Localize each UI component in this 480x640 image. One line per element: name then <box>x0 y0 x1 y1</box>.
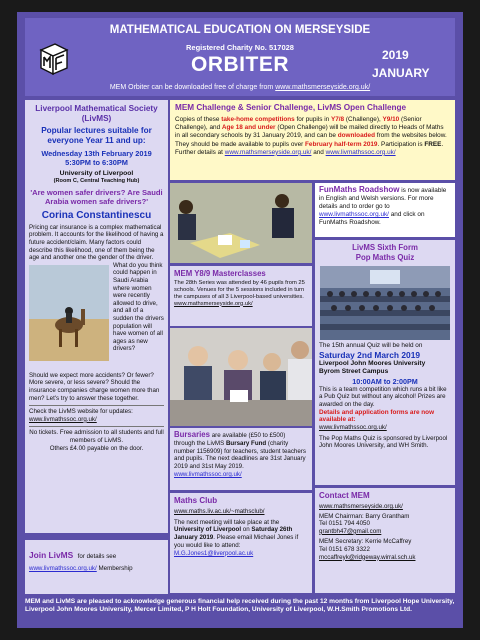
challenge-link-mem[interactable]: www.mathsmerseyside.org.uk/ <box>224 148 312 156</box>
mathsclub-link[interactable]: www.maths.liv.ac.uk/~mathsclub/ <box>174 508 265 515</box>
tickets-text: No tickets. Free admission to all students and full members of LivMS. <box>29 429 164 444</box>
mathsclub-heading: Maths Club <box>174 496 218 505</box>
check-text: Check the LivMS website for updates: <box>29 408 133 416</box>
contact-heading: Contact MEM <box>319 491 370 500</box>
funmaths-link[interactable]: www.livmathssoc.org.uk/ <box>319 211 389 218</box>
funmaths-tail: and click on FunMaths Roadshow. <box>319 211 425 226</box>
quiz-intro: The 15th annual Quiz will be held on <box>319 342 423 350</box>
challenge-panel <box>170 100 455 180</box>
contact-panel <box>315 488 455 593</box>
masterclass-photo-icon <box>170 328 312 426</box>
mathsclub-text: on <box>242 526 250 534</box>
abstract-part-2: What do you think could happen in Saudi Arabia where women were recently allowed to drive, and all of a sudden the drivers population will have women of all ages as new drivers? <box>113 261 164 353</box>
mathsclub-email[interactable]: M.G.Jones1@liverpool.ac.uk <box>174 549 254 557</box>
challenge-text: from the websites below. They should be made available to pupils over <box>175 132 447 148</box>
challenge-heading: MEM Challenge & Senior Challenge, LivMS Open Challenge <box>175 103 407 112</box>
speaker-name: Corina Constantinescu <box>41 209 152 221</box>
challenge-text: Copies of these <box>175 116 220 123</box>
abstract-part-3: Should we expect more accidents? Or fewer? More severe, or less severe? Should the insurance companies charge women more than men? Let's try to answer these together. <box>29 371 160 402</box>
check-link[interactable]: www.livmathssoc.org.uk/ <box>29 415 97 423</box>
join-heading: Join LivMS <box>29 550 74 560</box>
bursaries-text: are available (£50 to £500) through the LivMS <box>174 432 286 447</box>
issue-month: JANUARY <box>372 66 430 80</box>
join-link[interactable]: www.livmathssoc.org.uk/ <box>29 565 97 572</box>
mathsclub-text: . Please email Michael Jones if you would like to attend: <box>174 534 299 549</box>
funmaths-text: is now available in English and Welsh versions. For more details and to order go to <box>319 187 447 210</box>
orbiter-title: ORBITER <box>191 53 289 76</box>
lecture-date: Wednesday 13th February 2019 <box>41 149 152 158</box>
camel-photo <box>29 265 109 361</box>
challenge-link-livms[interactable]: www.livmathssoc.org.uk/ <box>325 148 396 156</box>
divider <box>29 405 164 406</box>
secretary-email[interactable]: mccaffreyk@ridgeway.wirral.sch.uk <box>319 553 416 561</box>
charity-number: Registered Charity No. 517028 <box>186 43 294 52</box>
challenge-text: Further details at <box>175 148 223 156</box>
lecture-panel <box>25 100 168 533</box>
challenge-highlight: take-home competitions <box>221 116 295 123</box>
chairman: MEM Chairman: Barry Grantham <box>319 512 410 520</box>
challenge-highlight: downloaded <box>337 132 375 140</box>
door-price: Others £4.00 payable on the door. <box>49 444 144 452</box>
secretary-tel: Tel 0151 678 3322 <box>319 545 370 553</box>
challenge-highlight: February half-term 2019 <box>305 140 378 148</box>
quiz-photo <box>320 266 450 340</box>
join-panel <box>25 540 168 594</box>
mathsclub-text: The next meeting will take place at the <box>174 518 280 526</box>
chairman-email[interactable]: grantbh47@gmail.com <box>319 527 382 535</box>
masterclass-photo <box>170 328 312 426</box>
secretary: MEM Secretary: Kerrie McCaffrey <box>319 538 412 546</box>
challenge-text: for pupils in <box>296 116 330 123</box>
quiz-date: Saturday 2nd March 2019 <box>319 349 421 360</box>
funmaths-heading: FunMaths Roadshow <box>319 185 400 194</box>
talk-title: 'Are women safer drivers? Are Saudi Arabia women safe drivers?' <box>30 188 163 207</box>
issue-year: 2019 <box>382 48 409 62</box>
bursaries-text: (charity number 1156909) for teachers, student teachers and pupils. The next deadlines are 31st January 2019 and 31st May 2019. <box>174 439 306 471</box>
join-membership: Membership <box>98 565 133 572</box>
quiz-time: 10:00AM to 2:00PM <box>352 376 418 386</box>
bursaries-link[interactable]: www.livmathssoc.org.uk/ <box>174 470 242 478</box>
bursaries-heading: Bursaries <box>174 430 210 439</box>
challenge-photo <box>170 183 312 263</box>
masterclass-link[interactable]: www.mathsmerseyside.org.uk/ <box>174 300 253 307</box>
download-link[interactable]: www.mathsmerseyside.org.uk/ <box>275 84 371 91</box>
lecture-heading: Liverpool Mathematical Society (LivMS) <box>35 104 158 123</box>
join-text: for details see <box>77 553 117 560</box>
lecture-subheading: Popular lectures suitable for everyone Year 11 and up: <box>41 126 152 145</box>
challenge-text: (Open Challenge) will be mailed directly to Heads of Maths in all secondary schools by 31 January 2019, and can be <box>175 124 444 140</box>
masterclass-heading: MEM Y8/9 Masterclasses <box>174 269 266 278</box>
challenge-text: . Participation is <box>377 140 423 148</box>
camel-image-icon <box>29 265 109 361</box>
challenge-free: FREE <box>424 140 442 148</box>
quiz-panel <box>315 240 455 485</box>
challenge-year-group: Y9/10 <box>382 116 400 123</box>
lecture-time: 5:30PM to 6:30PM <box>65 158 128 167</box>
pupils-photo-icon <box>170 183 312 263</box>
quiz-details: Details and application forms are now available at: <box>319 408 435 424</box>
lecture-venue-detail: (Room C, Central Teaching Hub) <box>53 178 140 184</box>
masterclass-panel <box>170 266 312 326</box>
challenge-body: Copies of these take-home competitions for pupils in Y7/8 (Challenge), Y9/10 (Senior Challenge), and Age 18 and under (Open Challenge) will be mailed directly to Heads of Maths in all secondary schools by 31 January 2019, and can be downloaded from the websites below. They should be made available to pupils over February half-term 2019. Participation is FREE. Further details at www.mathsmerseyside.org.uk/ and www.livmathssoc.org.uk/ <box>175 116 447 156</box>
quiz-link[interactable]: www.livmathssoc.org.uk/ <box>319 424 387 432</box>
challenge-text: and <box>313 148 324 156</box>
header-title: MATHEMATICAL EDUCATION ON MERSEYSIDE <box>109 24 371 36</box>
quiz-sponsor: The Pop Maths Quiz is sponsored by Liverpool John Moores University, and WH Smith. <box>319 434 448 450</box>
mathsclub-date: Saturday 26th January 2019 <box>174 526 293 542</box>
challenge-text: (Senior Challenge), and <box>175 116 422 132</box>
acknowledgement-footer: MEM and LivMS are pleased to acknowledge generous financial help received during the past 12 months from Liverpool Hope University, Liverpool John Moores University, Mercer Limited, P H Holt Foundation, University of Liverpool, W.H.Smith Promotions Ltd. <box>25 598 455 614</box>
download-text: MEM Orbiter can be downloaded free of charge from <box>109 84 274 91</box>
mathsclub-venue: University of Liverpool <box>174 526 242 534</box>
bursaries-panel <box>170 428 312 490</box>
mem-logo-icon <box>33 40 73 80</box>
chairman-tel: Tel 0151 794 4050 <box>319 520 370 528</box>
funmaths-panel <box>315 183 455 237</box>
quiz-text: This is a team competition which runs a bit like a Pub Quiz but without any alcohol! Prizes are awarded on the day. <box>319 385 447 408</box>
challenge-text: (Challenge), <box>345 116 381 123</box>
header <box>25 18 455 96</box>
abstract-part-1: Pricing car insurance is a complex mathematical problem. It accounts for the likelihood of having a future accident/claim. Many factors could describe this likelihood, one of them being the age and another one the gender of the driver. <box>29 223 164 262</box>
challenge-year-group: Age 18 and under <box>221 124 276 132</box>
abstract-with-photo <box>29 262 164 372</box>
quiz-heading-1: LivMS Sixth Form <box>352 243 418 252</box>
quiz-venue-2: Byrom Street Campus <box>319 367 389 375</box>
masterclass-text: The 28th Series was attended by 46 pupils from 25 schools. Venues for the 5 sessions included in turn the campuses of all 3 Liverpool-based universities. <box>174 279 305 300</box>
contact-link[interactable]: www.mathsmerseyside.org.uk/ <box>319 503 403 510</box>
lecture-venue: University of Liverpool <box>59 170 134 177</box>
bursary-fund: Bursary Fund <box>225 439 267 447</box>
lecture-hall-photo-icon <box>320 266 450 340</box>
divider <box>29 426 164 427</box>
quiz-venue-1: Liverpool John Moores University <box>319 359 426 367</box>
mathsclub-panel <box>170 493 312 593</box>
download-note <box>25 84 455 91</box>
challenge-year-group: Y7/8 <box>330 116 345 123</box>
quiz-heading-2: Pop Maths Quiz <box>355 252 415 262</box>
